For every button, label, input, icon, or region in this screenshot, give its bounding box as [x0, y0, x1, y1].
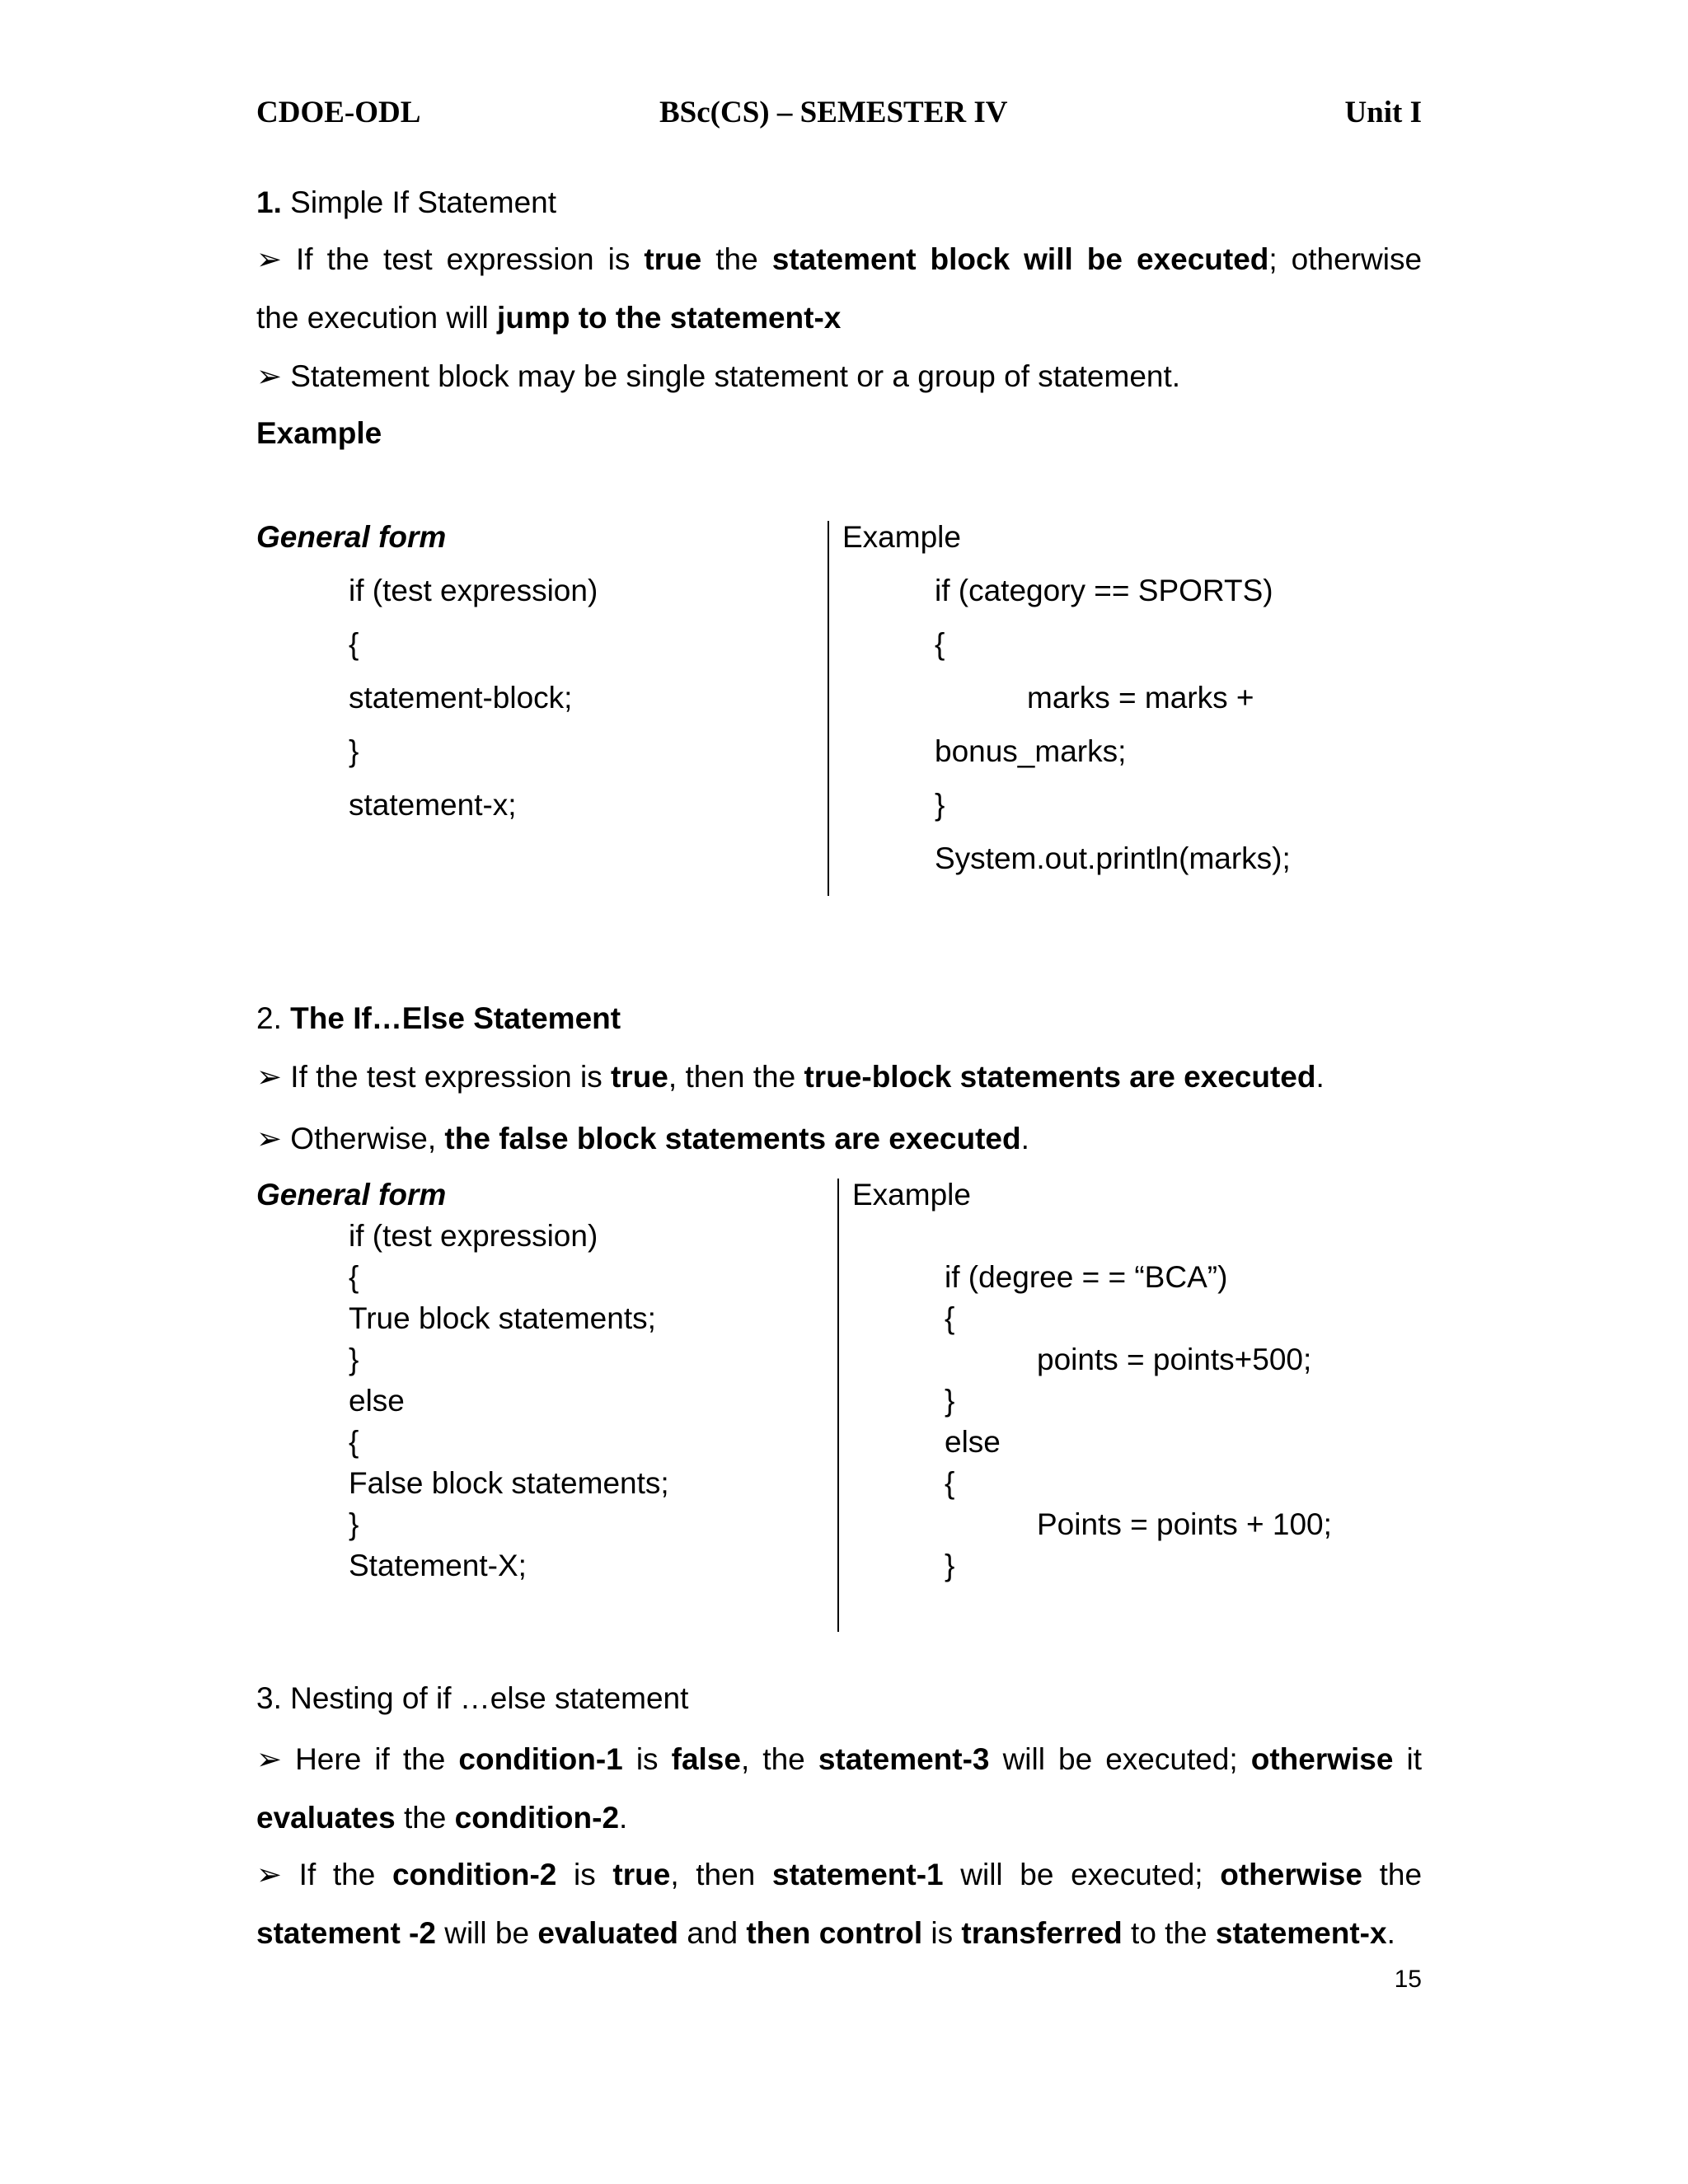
section-2-bullet-2: ➢ Otherwise, the false block statements are executed. — [256, 1122, 1029, 1155]
section-3-title: 3. Nesting of if …else statement — [256, 1681, 689, 1715]
section-1-bullet-1-cont: the execution will jump to the statement-x — [256, 301, 842, 335]
code-line: } — [935, 788, 945, 822]
header-left: CDOE-ODL — [256, 96, 421, 129]
code-line: if (degree = = “BCA”) — [945, 1260, 1228, 1294]
code-line: System.out.println(marks); — [935, 841, 1291, 875]
section-1-bullet-1: ➢ If the test expression is true the statement block will be executed; otherwise — [256, 242, 1423, 276]
section-1-title: 1. Simple If Statement — [256, 185, 557, 219]
code-line: if (category == SPORTS) — [935, 574, 1273, 607]
section-3-bullet-1-cont: evaluates the condition-2. — [256, 1801, 628, 1835]
example-label-1: Example — [842, 520, 961, 554]
code-line: statement-block; — [349, 681, 573, 715]
code-line: } — [349, 1507, 359, 1541]
code-line: Statement-X; — [349, 1549, 527, 1582]
code-line: if (test expression) — [349, 574, 598, 607]
header-right: Unit I — [1344, 96, 1422, 129]
code-line: } — [945, 1384, 955, 1418]
page-number: 15 — [1394, 1966, 1422, 1993]
code-line: statement-x; — [349, 788, 517, 822]
section-1-bullet-2: ➢ Statement block may be single statement or a group of statement. — [256, 359, 1181, 393]
code-line: bonus_marks; — [935, 734, 1127, 768]
code-line: Points = points + 100; — [1037, 1507, 1332, 1541]
code-line: { — [349, 627, 359, 661]
code-line: } — [349, 1343, 359, 1376]
code-line: } — [945, 1549, 955, 1582]
code-line: { — [349, 1425, 359, 1459]
code-line: { — [945, 1466, 955, 1500]
code-line: marks = marks + — [1027, 681, 1254, 715]
code-line: else — [945, 1425, 1001, 1459]
code-line: True block statements; — [349, 1301, 656, 1335]
column-divider-1 — [828, 521, 829, 896]
code-line: { — [945, 1301, 955, 1335]
code-line: points = points+500; — [1037, 1343, 1312, 1376]
example-heading: Example — [256, 416, 382, 450]
section-3-bullet-2-cont: statement -2 will be evaluated and then control is transferred to the statement-x. — [256, 1916, 1395, 1950]
general-form-label-1: General form — [256, 520, 447, 554]
section-2-title: 2. The If…Else Statement — [256, 1001, 621, 1035]
section-2-bullet-1: ➢ If the test expression is true, then the true-block statements are executed. — [256, 1060, 1325, 1094]
column-divider-2 — [837, 1179, 839, 1632]
example-label-2: Example — [852, 1178, 971, 1212]
code-line: False block statements; — [349, 1466, 669, 1500]
code-line: if (test expression) — [349, 1219, 598, 1253]
code-line: else — [349, 1384, 405, 1418]
code-line: { — [935, 627, 945, 661]
code-line: } — [349, 734, 359, 768]
header-center: BSc(CS) – SEMESTER IV — [659, 96, 1008, 129]
code-line: { — [349, 1260, 359, 1294]
general-form-label-2: General form — [256, 1178, 447, 1212]
section-3-bullet-2: ➢ If the condition-2 is true, then statement-1 will be executed; otherwise the — [256, 1858, 1423, 1891]
section-3-bullet-1: ➢ Here if the condition-1 is false, the statement-3 will be executed; otherwise it — [256, 1742, 1423, 1776]
